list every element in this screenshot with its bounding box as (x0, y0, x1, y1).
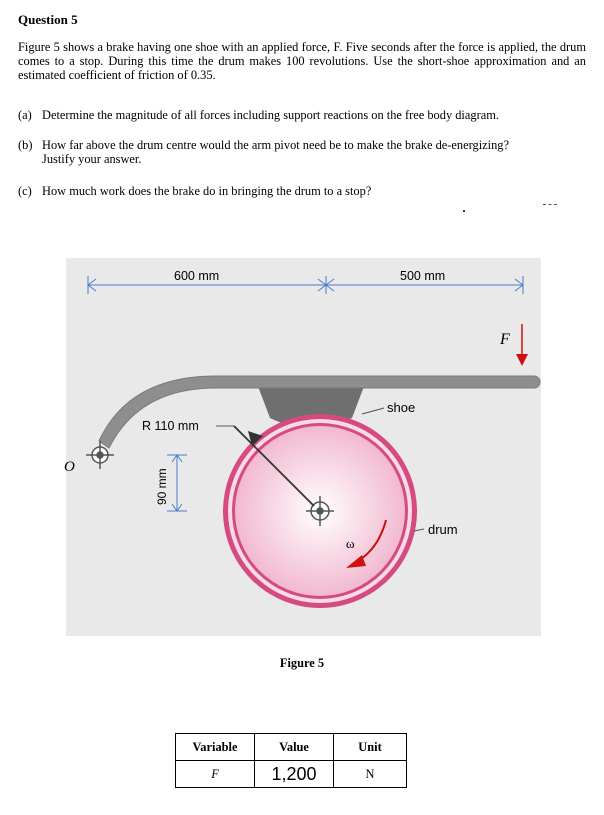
header-variable: Variable (176, 734, 255, 761)
cell-value: 1,200 (255, 761, 334, 788)
shoe-label: shoe (387, 400, 416, 415)
dim-500-label: 500 mm (400, 269, 446, 283)
part-b-text-2: Justify your answer. (42, 152, 142, 166)
part-a (18, 108, 586, 122)
cell-variable: F (176, 761, 255, 788)
drum-label: drum (428, 522, 458, 537)
question-intro: Figure 5 shows a brake having one shoe with an applied force, F. Five seconds after the force is applied, the drum comes to a stop. During this time the drum makes 100 revolutions. Use the short-shoe approximation and an estimated coefficient of friction of 0.35. (18, 40, 586, 82)
variables-table (175, 733, 407, 788)
part-c (18, 184, 586, 198)
cell-unit: N (334, 761, 407, 788)
part-a-text: Determine the magnitude of all forces including support reactions on the free body diagram. (42, 108, 499, 122)
table-row (176, 761, 407, 788)
pivot-label: O (64, 459, 75, 475)
radius-label: R 110 mm (142, 419, 199, 433)
part-b-label: (b) (18, 138, 33, 152)
header-unit: Unit (334, 734, 407, 761)
part-b (18, 138, 586, 166)
stray-dash (543, 204, 557, 205)
figure-caption: Figure 5 (279, 656, 325, 670)
header-value: Value (255, 734, 334, 761)
brake-figure (66, 258, 541, 636)
dim-600-label: 600 mm (174, 269, 220, 283)
part-c-text: How much work does the brake do in bringing the drum to a stop? (42, 184, 372, 198)
part-c-label: (c) (18, 184, 32, 198)
part-b-text: How far above the drum centre would the arm pivot need be to make the brake de-energizing? (42, 138, 509, 152)
stray-dot (463, 210, 465, 212)
question-title: Question 5 (18, 12, 78, 27)
table-header-row (176, 734, 407, 761)
force-label: F (500, 331, 510, 348)
offset-label: 90 mm (155, 468, 169, 505)
part-a-label: (a) (18, 108, 32, 122)
omega-label: ω (346, 536, 355, 551)
